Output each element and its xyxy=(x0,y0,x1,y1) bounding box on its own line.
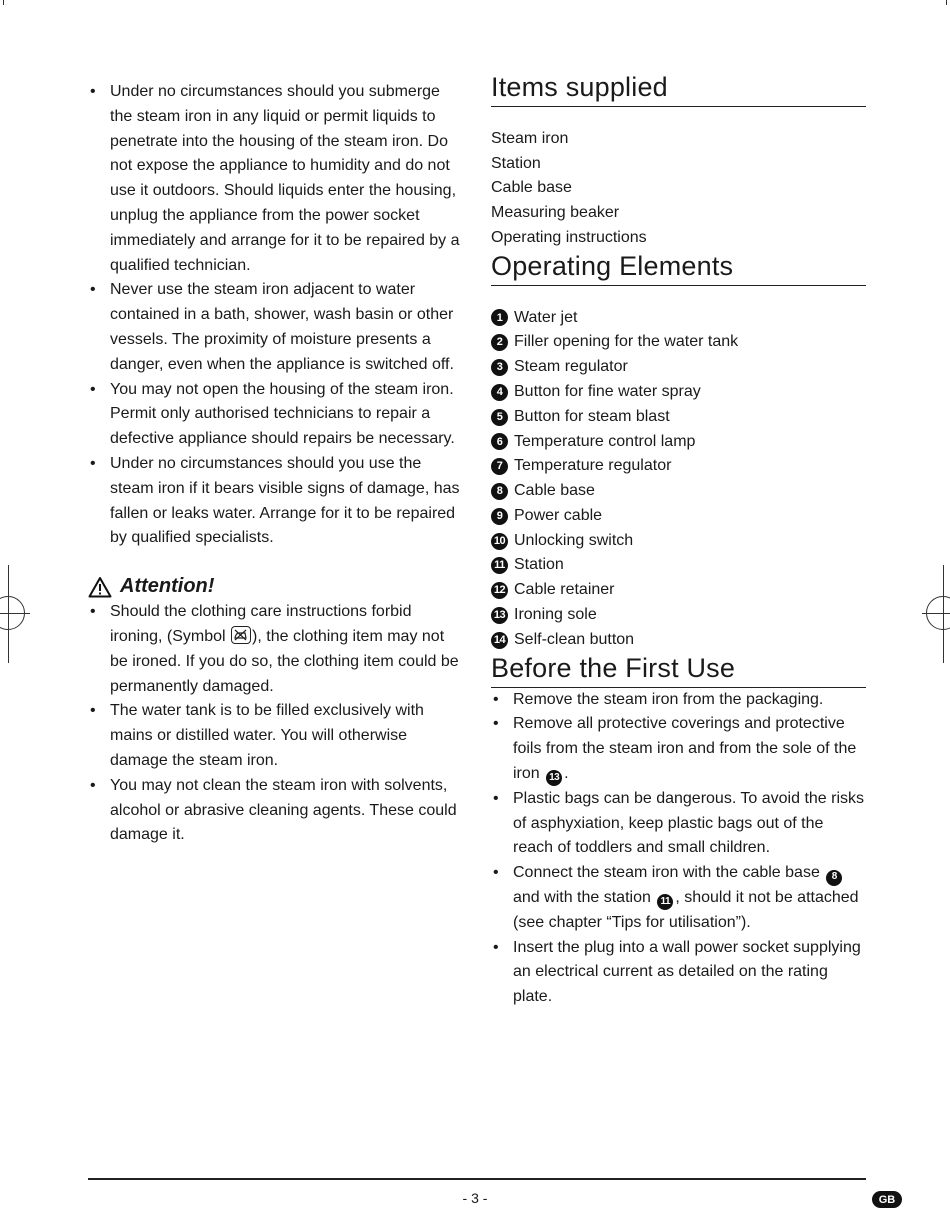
element-label: Unlocking switch xyxy=(514,531,634,549)
number-badge: 10 xyxy=(491,533,508,550)
element-label: Temperature regulator xyxy=(514,457,672,475)
list-item: Operating instructions xyxy=(491,228,647,246)
list-item: • Never use the steam iron adjacent to water contained in a bath, shower, wash basin or other vessels. The proximity of moisture presents a danger, even when the appliance is switched off. xyxy=(88,278,466,377)
number-badge: 3 xyxy=(491,359,508,376)
number-badge: 8 xyxy=(826,870,842,886)
no-ironing-symbol-icon xyxy=(231,626,251,644)
number-badge: 5 xyxy=(491,409,508,426)
attention-heading xyxy=(88,575,466,598)
list-item xyxy=(491,454,866,479)
before-first-use-list xyxy=(491,688,866,1010)
list-item: • Plastic bags can be dangerous. To avoid the risks of asphyxiation, keep plastic bags out of the reach of toddlers and small children. xyxy=(491,787,866,861)
list-item xyxy=(491,306,866,331)
list-item xyxy=(491,430,866,455)
element-label: Ironing sole xyxy=(514,606,597,624)
number-badge: 7 xyxy=(491,458,508,475)
left-column xyxy=(88,80,466,848)
list-item xyxy=(491,578,866,603)
footer-divider xyxy=(88,1178,866,1180)
list-item xyxy=(491,628,866,653)
registration-mark-left-circle xyxy=(0,596,25,630)
items-supplied-heading: Items supplied xyxy=(491,72,866,107)
page-number: - 3 - xyxy=(462,1190,488,1206)
list-item: Cable base xyxy=(491,179,572,197)
number-badge: 11 xyxy=(491,557,508,574)
operating-elements-heading: Operating Elements xyxy=(491,251,866,286)
number-badge: 9 xyxy=(491,508,508,525)
number-badge: 13 xyxy=(546,770,562,786)
list-item xyxy=(491,603,866,628)
list-item xyxy=(491,553,866,578)
warning-triangle-icon xyxy=(88,576,112,598)
list-item xyxy=(491,861,866,935)
number-badge: 6 xyxy=(491,433,508,450)
number-badge: 2 xyxy=(491,334,508,351)
list-item xyxy=(491,330,866,355)
list-item xyxy=(491,405,866,430)
element-label: Button for steam blast xyxy=(514,407,670,425)
attention-text-after-symbol: ), the clothing item may not be ironed. If you do so, the clothing item could be permanently damaged. xyxy=(110,627,459,695)
list-item xyxy=(491,479,866,504)
text-fragment: and with the station xyxy=(513,889,656,907)
text-fragment: Connect the steam iron with the cable base xyxy=(513,864,825,882)
items-supplied-list xyxy=(491,127,866,251)
list-item xyxy=(491,504,866,529)
element-label: Water jet xyxy=(514,308,578,326)
list-item: • The water tank is to be filled exclusively with mains or distilled water. You will otherwise damage the steam iron. xyxy=(88,699,466,773)
safety-bullet-list xyxy=(88,80,466,551)
list-item: Steam iron xyxy=(491,130,569,147)
text-fragment: , should it not be attached (see chapter “Tips for utilisation”). xyxy=(513,889,859,931)
element-label: Cable base xyxy=(514,482,595,500)
list-item: Measuring beaker xyxy=(491,204,620,222)
element-label: Power cable xyxy=(514,506,603,524)
list-item: • Under no circumstances should you submerge the steam iron in any liquid or permit liquids to penetrate into the housing of the steam iron. Do not expose the appliance to humidity and do not use it outdoors. Should liquids enter the housing, unplug the appliance from the power socket immediately and arrange for it to be repaired by a qualified technician. xyxy=(88,80,466,278)
attention-title: Attention! xyxy=(120,575,215,598)
crop-mark-top-left xyxy=(3,0,4,5)
number-badge: 11 xyxy=(657,894,673,910)
before-first-use-heading: Before the First Use xyxy=(491,653,866,688)
list-item xyxy=(88,600,466,699)
element-label: Temperature control lamp xyxy=(514,432,696,450)
right-column xyxy=(491,72,866,1010)
list-item: • Insert the plug into a wall power socket supplying an electrical current as detailed on the rating plate. xyxy=(491,936,866,1010)
number-badge: 13 xyxy=(491,607,508,624)
registration-mark-right-circle xyxy=(926,596,950,630)
number-badge: 8 xyxy=(491,483,508,500)
text-fragment: Remove all protective coverings and protective foils from the steam iron and from the sole of the iron xyxy=(513,715,857,783)
element-label: Station xyxy=(514,556,564,574)
list-item: Station xyxy=(491,154,541,172)
element-label: Cable retainer xyxy=(514,581,615,599)
number-badge: 12 xyxy=(491,582,508,599)
list-item xyxy=(491,529,866,554)
element-label: Steam regulator xyxy=(514,358,628,376)
list-item xyxy=(491,355,866,380)
text-fragment: . xyxy=(564,765,569,783)
list-item: • Under no circumstances should you use the steam iron if it bears visible signs of damage, has fallen or leaks water. Arrange for it to be repaired by qualified specialists. xyxy=(88,452,466,551)
list-item: • You may not clean the steam iron with solvents, alcohol or abrasive cleaning agents. These could damage it. xyxy=(88,774,466,848)
number-badge: 14 xyxy=(491,632,508,649)
operating-elements-list xyxy=(491,306,866,653)
element-label: Filler opening for the water tank xyxy=(514,333,739,351)
number-badge: 4 xyxy=(491,384,508,401)
list-item xyxy=(491,712,866,786)
list-item: • You may not open the housing of the steam iron. Permit only authorised technicians to repair a defective appliance should repairs be necessary. xyxy=(88,378,466,452)
attention-text-before-symbol: Should the clothing care instructions forbid ironing, (Symbol xyxy=(110,603,412,645)
crop-mark-top-right xyxy=(946,0,947,5)
attention-bullet-list xyxy=(88,600,466,848)
language-badge: GB xyxy=(872,1191,902,1208)
element-label: Self-clean button xyxy=(514,630,635,648)
element-label: Button for fine water spray xyxy=(514,382,701,400)
number-badge: 1 xyxy=(491,309,508,326)
list-item xyxy=(491,380,866,405)
list-item: • Remove the steam iron from the packaging. xyxy=(491,688,866,713)
